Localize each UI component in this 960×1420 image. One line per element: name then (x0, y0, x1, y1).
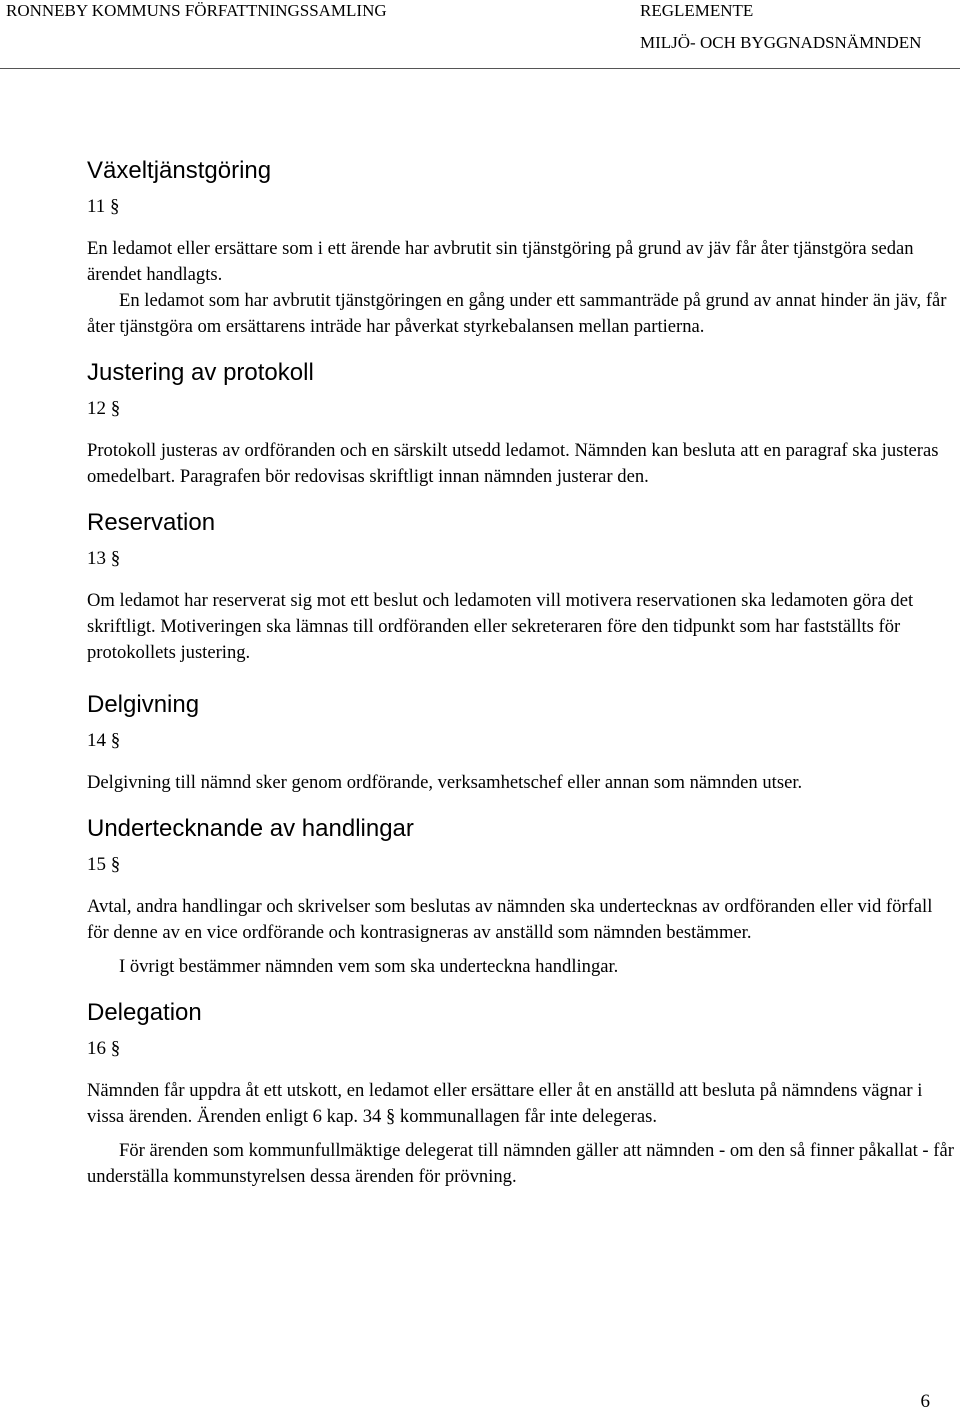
paragraph-number-11: 11 § (87, 196, 120, 217)
section-heading-delegation: Delegation (87, 999, 202, 1026)
section-heading-vaxeltjanstgoring: Växeltjänstgöring (87, 157, 272, 184)
section-11 (87, 156, 957, 340)
section-14 (87, 690, 957, 796)
section-16-paragraph-1: Nämnden får uppdra åt ett utskott, en ledamot eller ersättare eller åt en anställd att besluta på nämndens vägnar i vissa ärenden. Ärenden enligt 6 kap. 34 § kommunallagen får inte delegeras. (87, 1080, 923, 1127)
section-15-paragraph-2: I övrigt bestämmer nämnden vem som ska underteckna handlingar. (119, 956, 619, 977)
section-14-paragraph-1: Delgivning till nämnd sker genom ordförande, verksamhetschef eller annan som nämnden utser. (87, 772, 803, 793)
header-collection-title: RONNEBY KOMMUNS FÖRFATTNINGSSAMLING (6, 1, 387, 20)
paragraph-number-14: 14 § (87, 730, 121, 751)
page-number: 6 (920, 1391, 930, 1412)
paragraph-number-13: 13 § (87, 548, 121, 569)
paragraph-number-15: 15 § (87, 854, 121, 875)
section-11-paragraph-1: En ledamot eller ersättare som i ett ärende har avbrutit sin tjänstgöring på grund av jäv får åter tjänstgöra sedan ärendet handlagts. (87, 238, 914, 285)
page-header (0, 0, 960, 69)
header-committee-name: MILJÖ- OCH BYGGNADSNÄMNDEN (640, 33, 922, 52)
section-16-paragraph-2: För ärenden som kommunfullmäktige delegerat till nämnden gäller att nämnden - om den så finner påkallat - får underställa kommunstyrelsen dessa ärenden för prövning. (87, 1140, 954, 1187)
section-heading-justering: Justering av protokoll (87, 359, 314, 386)
section-15 (87, 814, 957, 980)
section-11-paragraph-2: En ledamot som har avbrutit tjänstgöringen en gång under ett sammanträde på grund av annat hinder än jäv, får åter tjänstgöra om ersättarens inträde har påverkat styrkebalansen mellan partierna. (87, 290, 947, 337)
section-15-paragraph-1: Avtal, andra handlingar och skrivelser som beslutas av nämnden ska undertecknas av ordföranden eller vid förfall för denne av en vice ordförande och kontrasigneras av anställd som nämnden bestämmer. (87, 896, 933, 943)
section-12-paragraph-1: Protokoll justeras av ordföranden och en särskilt utsedd ledamot. Nämnden kan besluta att en paragraf ska justeras omedelbart. Paragrafen bör redovisas skriftligt innan nämnden justerar den. (87, 440, 939, 487)
section-13-paragraph-1: Om ledamot har reserverat sig mot ett beslut och ledamoten vill motivera reservationen ska ledamoten göra det skriftligt. Motiveringen ska lämnas till ordföranden eller sekreteraren före den tidpunkt som har fastställts för protokollets justering. (87, 590, 914, 663)
paragraph-number-12: 12 § (87, 398, 121, 419)
section-heading-delgivning: Delgivning (87, 691, 200, 718)
header-document-type: REGLEMENTE (640, 1, 754, 20)
paragraph-number-16: 16 § (87, 1038, 121, 1059)
section-13 (87, 508, 957, 666)
section-heading-reservation: Reservation (87, 509, 216, 536)
document-body (87, 156, 957, 1190)
section-heading-undertecknande: Undertecknande av handlingar (87, 815, 414, 842)
section-12 (87, 358, 957, 490)
section-16 (87, 998, 957, 1190)
